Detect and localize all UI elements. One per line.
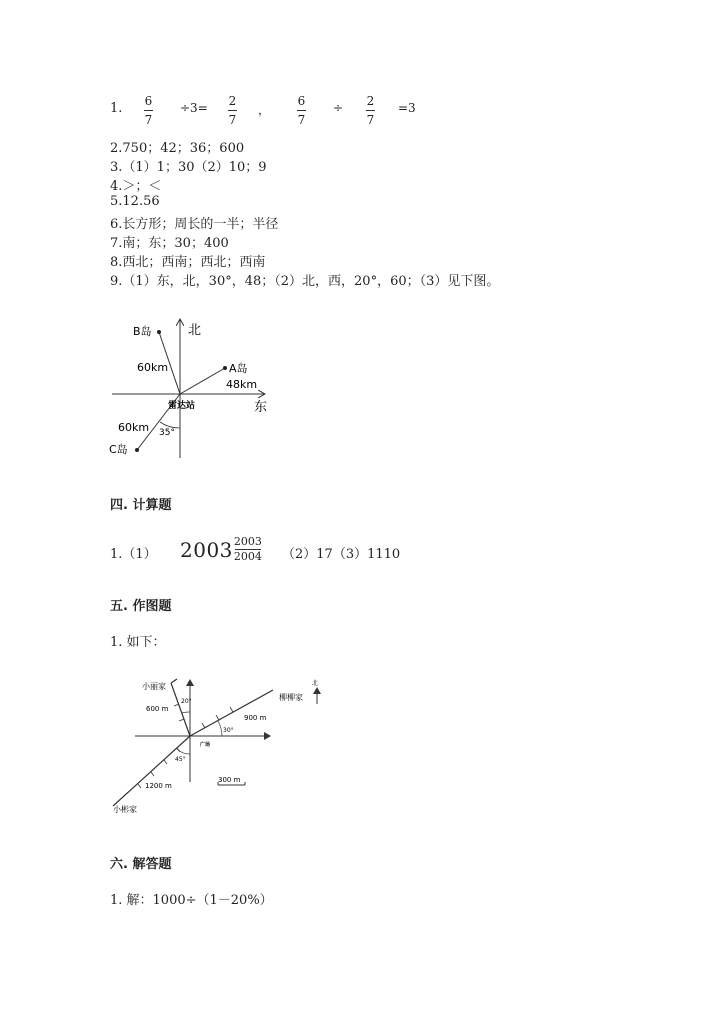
liuliu-label: 柳柳家 (279, 693, 303, 702)
tick (179, 719, 184, 721)
xiaobin-angle: 45° (175, 756, 186, 763)
fraction-numerator: 2 (366, 94, 375, 108)
mixed-denominator: 2004 (233, 550, 262, 563)
answer-2: 2.750；42；36；600 (110, 141, 245, 156)
center-label: 广场 (200, 742, 211, 748)
mixed-whole: 2003 (180, 537, 233, 562)
q1-result: =3 (398, 101, 416, 115)
section6-line: 1. 解：1000÷（1－20%） (110, 893, 273, 908)
xiaobin-angle-arc (177, 749, 190, 754)
tick (151, 772, 154, 776)
liuliu-angle-arc (218, 721, 222, 736)
fraction-numerator: 6 (144, 94, 153, 108)
radar-direction-figure (100, 310, 280, 470)
answer-3: 3.（1）1；30（2）10；9 (110, 160, 267, 175)
a-island-label: A岛 (229, 362, 248, 375)
north-label: 北 (312, 680, 319, 687)
fraction-denominator: 7 (366, 113, 375, 127)
q1-fraction-3 (297, 94, 306, 127)
tick (230, 707, 233, 712)
fraction-bar (144, 110, 153, 111)
fraction-denominator: 7 (144, 113, 153, 127)
mixed-number (180, 536, 262, 563)
q1-fraction-1 (144, 94, 153, 127)
xiaoli-distance: 600 m (146, 705, 169, 713)
section6-title: 六. 解答题 (110, 857, 172, 872)
section5-line: 1. 如下： (110, 635, 166, 650)
a-island-line (180, 368, 225, 394)
q1-operator-1: ÷3= (180, 101, 208, 115)
b-distance-label: 60km (137, 361, 169, 374)
section4-title: 四. 计算题 (110, 498, 172, 513)
xiaobin-label: 小彬家 (113, 805, 137, 814)
xiaoli-angle: 20° (181, 698, 192, 705)
xiaobin-distance: 1200 m (145, 782, 172, 790)
section4-rest: （2）17（3）1110 (282, 547, 401, 562)
xiaobin-line (113, 736, 190, 806)
answer-4: 4.＞；＜ (110, 179, 162, 194)
c-angle-label: 35° (159, 428, 175, 438)
east-label: 东 (254, 400, 268, 415)
q1-number: 1. (110, 101, 123, 116)
square-map-figure (105, 672, 335, 822)
tick (164, 760, 167, 764)
fraction-denominator: 7 (297, 113, 306, 127)
answer-6: 6.长方形；周长的一半；半径 (110, 217, 279, 232)
a-island-point (223, 366, 227, 370)
answer-8: 8.西北；西南；西北；西南 (110, 255, 266, 270)
tick (138, 784, 141, 788)
b-island-label: B岛 (133, 325, 152, 338)
q1-operator-2: ÷ (333, 101, 344, 115)
mixed-fraction (234, 536, 262, 563)
center-label: 雷达站 (168, 401, 196, 411)
b-island-point (157, 330, 161, 334)
fraction-bar (366, 110, 375, 111)
xiaoli-marker (171, 679, 177, 683)
a-distance-label: 48km (226, 378, 258, 391)
liuliu-angle: 30° (223, 727, 234, 734)
xiaoli-line (171, 683, 190, 736)
c-island-point (135, 448, 139, 452)
c-distance-label: 60km (118, 421, 150, 434)
north-label: 北 (188, 323, 202, 338)
fraction-denominator: 7 (228, 113, 237, 127)
scale-label: 300 m (218, 776, 241, 784)
fraction-numerator: 2 (228, 94, 237, 108)
fraction-numerator: 6 (297, 94, 306, 108)
answer-9: 9.（1）东，北，30°，48；（2）北，西，20°，60；（3）见下图。 (110, 274, 500, 289)
c-island-label: C岛 (109, 443, 128, 456)
answer-5: 5.12.56 (110, 194, 160, 209)
tick (216, 715, 219, 720)
xiaoli-label: 小丽家 (142, 682, 166, 691)
section5-title: 五. 作图题 (110, 599, 172, 614)
answer-7: 7.南；东；30；400 (110, 236, 229, 251)
mixed-numerator: 2003 (233, 535, 262, 548)
q1-separator: ， (258, 103, 271, 117)
xiaoli-angle-arc (182, 712, 190, 713)
fraction-bar (297, 110, 306, 111)
fraction-bar (228, 110, 237, 111)
section4-prefix: 1.（1） (110, 547, 157, 562)
liuliu-distance: 900 m (244, 714, 267, 722)
q1-fraction-4 (366, 94, 375, 127)
q1-fraction-2 (228, 94, 237, 127)
tick (202, 723, 205, 728)
